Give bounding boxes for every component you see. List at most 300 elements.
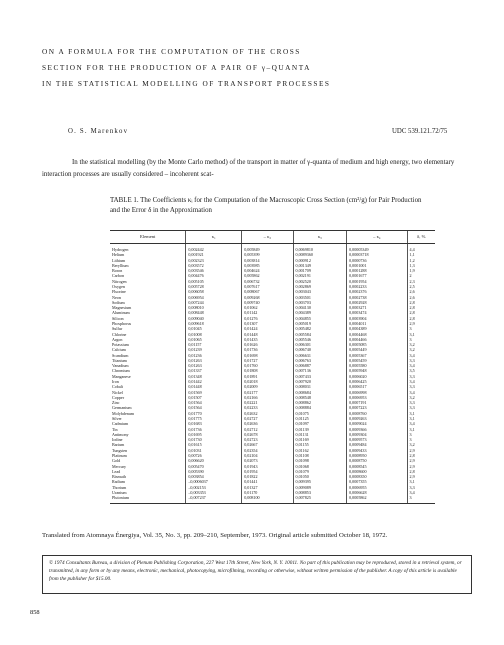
table-cell: 2,8 <box>407 469 435 474</box>
table-cell: 0,008684 <box>293 390 347 395</box>
element-name-cell: Zinc <box>112 400 120 406</box>
element-name-cell: Titanium <box>112 357 127 363</box>
table-cell: 0,0009263 <box>347 416 407 421</box>
table-cell: 0,0004466 <box>347 337 407 342</box>
table-cell: 2,9 <box>407 464 435 469</box>
table-cell: 3,2 <box>407 347 435 352</box>
table-cell: 0,0005580 <box>347 363 407 368</box>
table-cell: 0,01263 <box>186 358 242 363</box>
table-cell: 0,01448 <box>186 384 242 389</box>
table-cell: 0,00005349 <box>347 244 407 253</box>
table-cell: 1,1 <box>407 252 435 257</box>
table-cell: 0,01157 <box>186 342 242 347</box>
intro-paragraph: In the statistical modelling (by the Monte Carlo method) of the transport in matter of γ-quanta of medium and high energy, two elementary interaction processes are usually considered – incoherent scat- <box>42 159 455 178</box>
table-cell: 0,006631 <box>293 353 347 358</box>
table-cell: 0,001709 <box>293 268 347 273</box>
table-header-cell: δ, % <box>407 231 435 244</box>
table-cell: 0,0009304 <box>347 432 407 437</box>
table-cell: 0,000912 <box>293 258 347 263</box>
table-cell: 0,0008750 <box>347 458 407 463</box>
table-cell: –0,0006037 <box>186 479 242 484</box>
element-name-cell: Neon <box>112 294 121 300</box>
table-cell: 0,01098 <box>293 458 347 463</box>
table-cell: 0,0003271 <box>347 305 407 310</box>
element-name-cell: Boron <box>112 268 123 274</box>
table-cell: 0,0006998 <box>347 390 407 395</box>
element-name-cell: Calcium <box>112 347 126 353</box>
table-cell: 0,003043 <box>293 289 347 294</box>
table-cell: 0,006763 <box>293 358 347 363</box>
element-name-cell: Lithium <box>112 257 126 263</box>
element-name-cell: Molybdenum <box>112 410 135 416</box>
element-name-cell: Potassium <box>112 342 129 348</box>
table-cell: 0,02073 <box>242 458 293 463</box>
element-name-cell: Helium <box>112 252 125 258</box>
table-cell: 0,0009024 <box>347 421 407 426</box>
table-caption: TABLE 1. The Coefficients κᵢ for the Computation of the Macroscopic Cross Section (cm²/g) for Pair Production and the Error δ in the Approximation <box>110 197 422 214</box>
table-cell: 0,003501 <box>293 295 347 300</box>
table-cell: 0,0002233 <box>347 284 407 289</box>
table-body <box>110 244 435 504</box>
table-cell: 0,0007223 <box>347 405 407 410</box>
table-cell: 3 <box>407 337 435 342</box>
table-cell: 2,8 <box>407 453 435 458</box>
element-name-cell: Silver <box>112 416 122 421</box>
table-cell: 0,005584 <box>293 332 347 337</box>
table-cell: 0,0005449 <box>347 347 407 352</box>
element-name-cell: Sulfur <box>112 326 123 332</box>
table-cell: 0,01448 <box>242 332 293 337</box>
table-cell: 0,01097 <box>293 421 347 426</box>
table-cell: 0,00003718 <box>347 252 407 257</box>
coefficients-table-block <box>110 230 435 504</box>
table-cell: 0,002442 <box>186 244 242 253</box>
table-cell: 0,01954 <box>242 469 293 474</box>
table-cell: 0,007617 <box>242 284 293 289</box>
author-name: O. S. Marenkov <box>68 128 129 135</box>
table-cell: 0,01031 <box>186 448 242 453</box>
article-title-line-2: SECTION FOR THE PRODUCTION OF A PAIR OF γ–QUANTA <box>42 63 311 72</box>
table-cell: 0,01169 <box>293 437 347 442</box>
table-cell: 0,02221 <box>242 400 293 405</box>
table-cell: 0,02712 <box>242 427 293 432</box>
table-cell: 3,1 <box>407 332 435 337</box>
table-cell: 0,006732 <box>242 279 293 284</box>
element-name-cell: Chromium <box>112 368 130 374</box>
table-cell: 0,007136 <box>293 368 347 373</box>
table-cell: 0,0009573 <box>347 437 407 442</box>
table-cell: 0,01062 <box>242 305 293 310</box>
table-cell: 0,01822 <box>242 474 293 479</box>
table-cell: 2,8 <box>407 305 435 310</box>
table-cell: 2,6 <box>407 295 435 300</box>
element-name-cell: Phosphorus <box>112 320 132 326</box>
table-cell: 0,01327 <box>242 485 293 490</box>
element-name-cell: Iodine <box>112 437 123 443</box>
table-cell: 0,0000736 <box>347 258 407 263</box>
element-name-cell: Argon <box>112 336 123 342</box>
table-cell: 0,0001001 <box>347 263 407 268</box>
table-cell: 3 <box>407 495 435 503</box>
table-cell: 0,01065 <box>186 337 242 342</box>
table-cell: 0,0069810 <box>293 244 347 253</box>
table-cell: 0,0001288 <box>347 268 407 273</box>
table-cell: 0,0009484 <box>347 442 407 447</box>
table-cell: 0,02678 <box>242 432 293 437</box>
table-cell: 0,001349 <box>293 263 347 268</box>
table-cell: 0,01276 <box>242 316 293 321</box>
element-name-cell: Barium <box>112 442 125 448</box>
table-cell: 0,008853 <box>293 490 347 495</box>
table-cell: 0,01736 <box>242 347 293 352</box>
table-cell: 3 <box>407 437 435 442</box>
table-cell: 0,01775 <box>186 416 242 421</box>
table-cell: 0,0009433 <box>347 448 407 453</box>
table-cell: 0,004389 <box>293 310 347 315</box>
element-name-cell: Nickel <box>112 389 123 395</box>
table-cell: 0,0001954 <box>347 279 407 284</box>
table-cell: 0,01626 <box>242 342 293 347</box>
table-cell: 0,007920 <box>293 379 347 384</box>
table-cell: 3 <box>407 432 435 437</box>
table-cell: 0,007433 <box>293 374 347 379</box>
table-cell: 0,004130 <box>293 305 347 310</box>
table-cell: 0,01424 <box>242 326 293 331</box>
table-cell: 0,005390 <box>186 469 242 474</box>
table-cell: 3,3 <box>407 384 435 389</box>
element-name-cell: Vanadium <box>112 363 129 369</box>
table-cell: 0,0005862 <box>347 495 407 503</box>
table-cell: 0,0001677 <box>347 273 407 278</box>
table-cell: 2,5 <box>407 284 435 289</box>
table-header-cell: κ₃ <box>293 231 347 244</box>
element-name-cell: Beryllium <box>112 262 129 268</box>
table-cell: 0,01683 <box>186 421 242 426</box>
table-cell: 0,01337 <box>186 368 242 373</box>
table-cell: 0,008031 <box>293 384 347 389</box>
table-cell: 0,01008 <box>186 332 242 337</box>
table-cell: 0,006740 <box>293 347 347 352</box>
table-cell: 3,1 <box>407 479 435 484</box>
element-name-cell: Germanium <box>112 405 132 411</box>
element-name-cell: Oxygen <box>112 283 125 289</box>
table-cell: 0,01170 <box>242 490 293 495</box>
element-name-cell: Tungsten <box>112 447 128 453</box>
element-name-cell: Sodium <box>112 299 125 305</box>
table-cell: 0,005546 <box>293 337 347 342</box>
translation-note: Translated from Atomnaya Énergiya, Vol. 35, No. 3, pp. 209–210, September, 1973. Original article submitted October 18, 1972. <box>42 532 388 539</box>
table-cell: 3,5 <box>407 368 435 373</box>
table-cell: 0,006058 <box>186 289 242 294</box>
table-cell: 0,01348 <box>186 374 242 379</box>
page-number: 858 <box>30 609 40 616</box>
table-cell: 0,006954 <box>186 295 242 300</box>
table-cell: 0,01441 <box>242 479 293 484</box>
table-cell: 0,002520 <box>293 279 347 284</box>
table-cell: 0,02667 <box>242 442 293 447</box>
table-cell: 0,0004389 <box>347 326 407 331</box>
table-cell: 0,0002928 <box>347 300 407 305</box>
element-name-cell: Iron <box>112 379 119 385</box>
table-cell: 0,007825 <box>293 495 347 503</box>
table-cell: 0,01079 <box>293 469 347 474</box>
table-cell: 0,003854 <box>186 474 242 479</box>
article-title-line-3: IN THE STATISTICAL MODELLING OF TRANSPORT PROCESSES <box>42 79 331 88</box>
element-name-cell: Antimony <box>112 431 129 437</box>
table-row <box>110 495 435 503</box>
table-cell: 0,003572 <box>186 263 242 268</box>
table-cell: 0,01943 <box>242 464 293 469</box>
table-cell: 0,008010 <box>186 305 242 310</box>
table-cell: 0,009268 <box>242 295 293 300</box>
table-cell: 0,02727 <box>242 416 293 421</box>
table-cell: 0,01564 <box>186 405 242 410</box>
table-cell: 1,2 <box>407 258 435 263</box>
table-cell: 2,9 <box>407 321 435 326</box>
table-cell: 0,01695 <box>186 432 242 437</box>
table-cell: 2,9 <box>407 448 435 453</box>
table-cell: 0,01569 <box>186 390 242 395</box>
table-cell: 0,02009 <box>242 384 293 389</box>
table-cell: 0,008884 <box>293 405 347 410</box>
table-cell: 0,009040 <box>186 316 242 321</box>
table-cell: 0,01730 <box>186 437 242 442</box>
table-cell: 3 <box>407 326 435 331</box>
table-cell: 0,004624 <box>242 268 293 273</box>
table-cell: 0,005105 <box>186 279 242 284</box>
table-cell: 0,0006020 <box>347 374 407 379</box>
table-cell: 0,01808 <box>242 368 293 373</box>
table-cell: 0,01162 <box>293 448 347 453</box>
element-name-cell: Scandium <box>112 352 129 358</box>
table-cell: 0,005862 <box>242 273 293 278</box>
table-cell: 0,01727 <box>242 358 293 363</box>
table-cell: 2,9 <box>407 458 435 463</box>
table-cell: 0,0007191 <box>347 400 407 405</box>
table-cell: 2,8 <box>407 300 435 305</box>
table-cell: 0,02166 <box>242 395 293 400</box>
table-cell: 3,4 <box>407 421 435 426</box>
table-cell: 3,2 <box>407 395 435 400</box>
table-cell: 0,01442 <box>186 379 242 384</box>
table-cell: 0,005482 <box>293 326 347 331</box>
table-cell: 0,005019 <box>293 321 347 326</box>
table-cell: 0,0009366 <box>347 427 407 432</box>
table-cell: 0,006620 <box>186 458 242 463</box>
table-row <box>110 244 435 253</box>
element-name-cell: Fluorine <box>112 289 126 295</box>
table-cell: 3,3 <box>407 400 435 405</box>
table-cell: 0,0008950 <box>347 453 407 458</box>
table-cell: 0,009618 <box>186 321 242 326</box>
table-cell: 1,3 <box>407 263 435 268</box>
table-cell: 0,02354 <box>242 448 293 453</box>
table-cell: 0,003985 <box>242 263 293 268</box>
table-cell: 0,0004011 <box>347 321 407 326</box>
table-cell: 3,3 <box>407 405 435 410</box>
table-cell: 0,01108 <box>293 453 347 458</box>
table-cell: 0,0005948 <box>347 368 407 373</box>
table-cell: 0,0007355 <box>347 479 407 484</box>
table-cell: 0,0002738 <box>347 295 407 300</box>
table-cell: 0,01435 <box>242 337 293 342</box>
table-cell: 0,0006955 <box>347 485 407 490</box>
table-cell: 3,1 <box>407 411 435 416</box>
table-cell: 2 <box>407 273 435 278</box>
table-cell: 3,3 <box>407 358 435 363</box>
table-cell: 3,4 <box>407 379 435 384</box>
table-cell: 0,0008350 <box>347 474 407 479</box>
table-cell: 0,01307 <box>242 321 293 326</box>
table-cell: 3,4 <box>407 353 435 358</box>
element-name-cell: Tin <box>112 426 118 432</box>
table-cell: 2,8 <box>407 316 435 321</box>
table-cell: 0,02233 <box>242 405 293 410</box>
element-name-cell: Silicon <box>112 315 124 321</box>
table-cell: 0,0089360 <box>293 252 347 257</box>
table-cell: 0,00726 <box>186 453 242 458</box>
table-cell: 0,002323 <box>186 258 242 263</box>
table-cell: 0,01770 <box>186 411 242 416</box>
udc-code: UDC 539.121.72/75 <box>392 128 448 135</box>
element-name-cell: Cobalt <box>112 384 123 390</box>
table-header-cell: – κ₂ <box>242 231 293 244</box>
table-cell: 0,008448 <box>186 310 242 315</box>
element-name-cell: Chlorine <box>112 331 127 337</box>
table-cell: 0,01891 <box>242 374 293 379</box>
table-cell: 0,01236 <box>186 353 242 358</box>
coefficients-table <box>110 230 435 504</box>
table-cell: 0,01068 <box>293 464 347 469</box>
table-cell: 3,3 <box>407 374 435 379</box>
table-cell: 0,0008760 <box>347 411 407 416</box>
element-name-cell: Magnesium <box>112 305 132 311</box>
element-name-cell: Bismuth <box>112 474 126 480</box>
table-cell: 0,02177 <box>242 390 293 395</box>
table-cell: 0,02636 <box>242 421 293 426</box>
table-cell: 0,01142 <box>242 310 293 315</box>
table-cell: 0,004476 <box>186 273 242 278</box>
table-cell: 0,009395 <box>293 479 347 484</box>
element-name-cell: Hydrogen <box>112 247 129 252</box>
table-cell: 0,008067 <box>242 289 293 294</box>
table-cell: 3,4 <box>407 490 435 495</box>
table-cell: 0,0003474 <box>347 310 407 315</box>
element-name-cell: Platinum <box>112 452 127 458</box>
table-cell: 0,008548 <box>293 395 347 400</box>
table-cell: 0,0008600 <box>347 469 407 474</box>
table-cell: 0,002191 <box>293 273 347 278</box>
table-cell: 0,01075 <box>293 411 347 416</box>
table-cell: 0,01125 <box>293 416 347 421</box>
element-name-cell: Thorium <box>112 484 127 490</box>
table-cell: 0,01760 <box>242 363 293 368</box>
table-cell: 0,004855 <box>293 316 347 321</box>
table-cell: 0,0006628 <box>347 490 407 495</box>
element-name-cell: Copper <box>112 394 125 400</box>
table-cell: 3,4 <box>407 390 435 395</box>
table-header-cell: Element <box>110 231 186 244</box>
table-cell: 3,2 <box>407 442 435 447</box>
table-cell: 3,1 <box>407 416 435 421</box>
table-cell: 0,005399 <box>242 252 293 257</box>
copyright-box: © 1974 Consultants Bureau, a division of Plenum Publishing Corporation, 227 West 17th Street, New York, N. Y. 10011. No part of this publication may be reproduced, stored in a retrieval system, or transmitted, in any form or by any means, electronic, mechanical, photocopying, microfilming, recording or otherwise, without written permission of the publisher. A copy of this article is available from the publisher for $15.00. <box>42 555 472 594</box>
table-header-cell: κ₁ <box>186 231 242 244</box>
table-cell: –0,002153 <box>186 485 242 490</box>
element-name-cell: Radium <box>112 479 125 485</box>
table-cell: 0,01131 <box>293 432 347 437</box>
table-cell: 2,8 <box>407 310 435 315</box>
table-cell: 0,0005459 <box>347 358 407 363</box>
table-cell: 0,01139 <box>293 427 347 432</box>
table-cell: 1,9 <box>407 268 435 273</box>
element-name-cell: Plutonium <box>110 495 186 503</box>
table-cell: 3,4 <box>407 363 435 368</box>
table-cell: 0,0006425 <box>347 379 407 384</box>
table-cell: 0,0004468 <box>347 332 407 337</box>
table-cell: 0,007244 <box>186 300 242 305</box>
table-cell: 0,01564 <box>186 400 242 405</box>
article-title-line-1: ON A FORMULA FOR THE COMPUTATION OF THE CROSS <box>42 47 301 56</box>
table-cell: 3,3 <box>407 485 435 490</box>
table-cell: 0,003546 <box>186 268 242 273</box>
element-name-cell: Uranium <box>112 489 127 495</box>
table-cell: 0,005849 <box>242 244 293 253</box>
table-cell: 0,006301 <box>293 342 347 347</box>
table-cell: 0,001921 <box>186 252 242 257</box>
table-cell: 0,005728 <box>186 284 242 289</box>
table-cell: 3,2 <box>407 342 435 347</box>
table-cell: 2,9 <box>407 474 435 479</box>
table-cell: 0,01263 <box>186 363 242 368</box>
table-cell: 0,0002376 <box>347 289 407 294</box>
table-cell: 0,01698 <box>242 353 293 358</box>
table-cell: 0,01239 <box>186 347 242 352</box>
table-cell: 0,005470 <box>186 464 242 469</box>
table-cell: 0,0006953 <box>347 395 407 400</box>
table-cell: 0,01507 <box>186 395 242 400</box>
table-cell: 0,01736 <box>186 427 242 432</box>
table-header-row <box>110 231 435 244</box>
table-cell: 0,01050 <box>293 474 347 479</box>
table-cell: 3,1 <box>407 427 435 432</box>
table-cell: 0,0003904 <box>347 316 407 321</box>
table-cell: 0,01155 <box>293 442 347 447</box>
table-cell: –0,007237 <box>186 495 242 503</box>
table-cell: 0,006887 <box>293 363 347 368</box>
table-cell: –0,003353 <box>186 490 242 495</box>
table-cell: 0,003814 <box>242 258 293 263</box>
element-name-cell: Manganese <box>112 373 131 379</box>
element-name-cell: Aluminum <box>112 310 130 316</box>
table-cell: 0,008862 <box>293 400 347 405</box>
table-cell: 0,002869 <box>293 284 347 289</box>
table-cell: 0,02632 <box>242 411 293 416</box>
table-cell: 0,0008545 <box>347 464 407 469</box>
table-cell: 2,3 <box>407 279 435 284</box>
element-name-cell: Carbon <box>112 273 125 279</box>
table-cell: 0,0006517 <box>347 384 407 389</box>
element-name-cell: Cadmium <box>112 421 129 427</box>
element-name-cell: Nitrogen <box>112 278 127 284</box>
table-header-cell: – κ₄ <box>347 231 407 244</box>
table-cell: 0,01045 <box>186 326 242 331</box>
table-cell: 0,003703 <box>293 300 347 305</box>
element-name-cell: Lead <box>112 468 121 474</box>
table-cell: 0,02018 <box>242 379 293 384</box>
element-name-cell: Gold <box>112 458 121 464</box>
table-cell: 0,0005367 <box>347 353 407 358</box>
